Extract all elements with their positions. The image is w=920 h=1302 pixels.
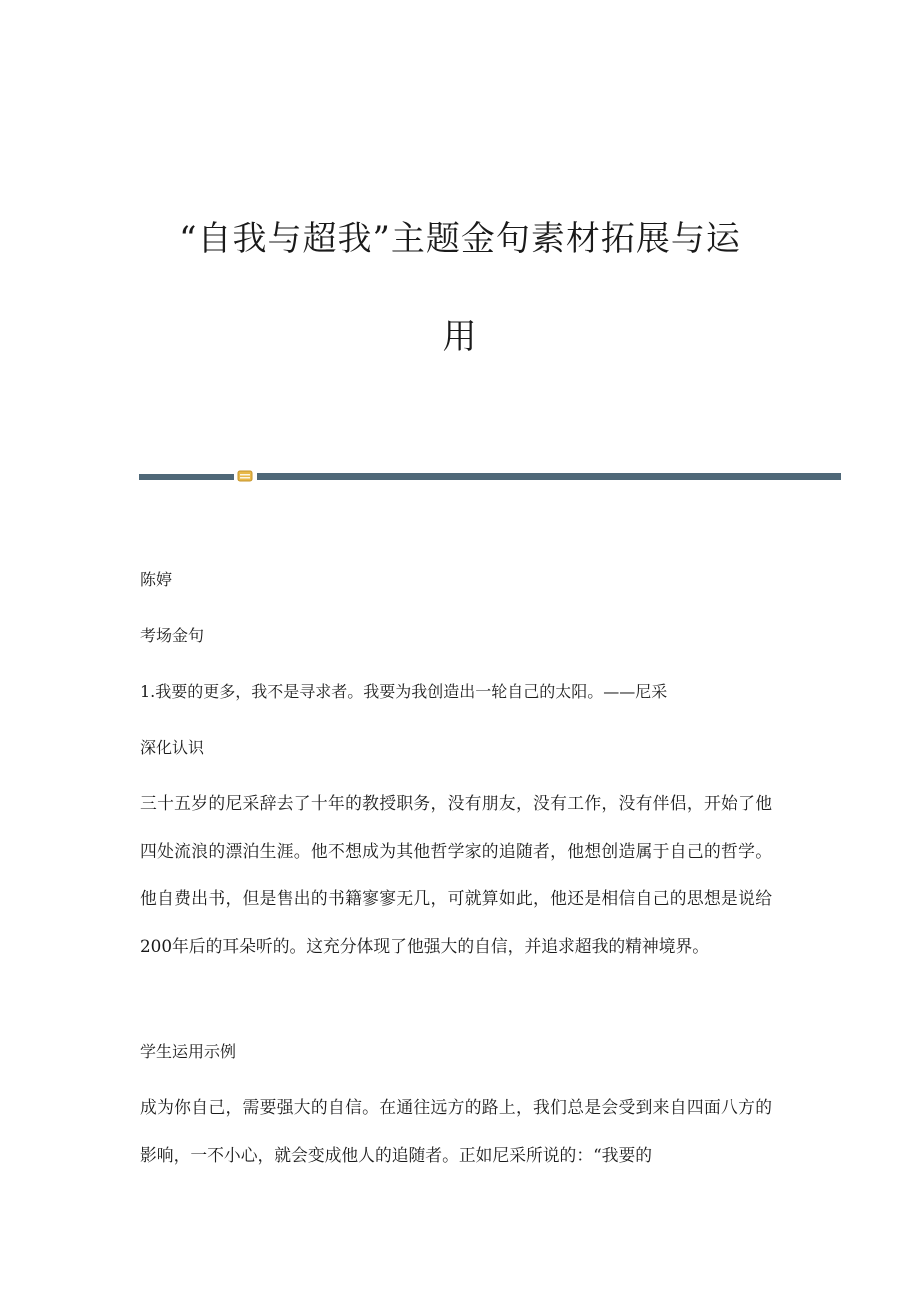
section-heading-student-example: 学生运用示例: [140, 1042, 237, 1061]
title-divider: [139, 470, 841, 482]
divider-bar-right: [257, 473, 841, 480]
author-name: 陈婷: [140, 570, 173, 589]
title-line-2: 用: [442, 317, 478, 357]
section-heading-exam-quote: 考场金句: [140, 626, 205, 645]
divider-bar-left: [139, 474, 234, 480]
section-heading-deepen: 深化认识: [140, 738, 205, 757]
quote-item: 1.我要的更多，我不是寻求者。我要为我创造出一轮自己的太阳。——尼采: [140, 682, 668, 701]
deepen-paragraph: 三十五岁的尼采辞去了十年的教授职务，没有朋友，没有工作，没有伴侣，开始了他四处流浪的漂泊生涯。他不想成为其他哲学家的追随者，他想创造属于自己的哲学。他自费出书，但是售出的书籍寥寥无几，可就算如此，他还是相信自己的思想是说给200年后的耳朵听的。这充分体现了他强大的自信，并追求超我的精神境界。: [140, 793, 772, 956]
gold-emblem-icon: [237, 470, 253, 482]
title-line-1: “自我与超我”主题金句素材拓展与运: [179, 219, 741, 259]
student-example-paragraph: 成为你自己，需要强大的自信。在通往远方的路上，我们总是会受到来自四面八方的影响，一不小心，就会变成他人的追随者。正如尼采所说的：“我要的: [140, 1097, 772, 1165]
